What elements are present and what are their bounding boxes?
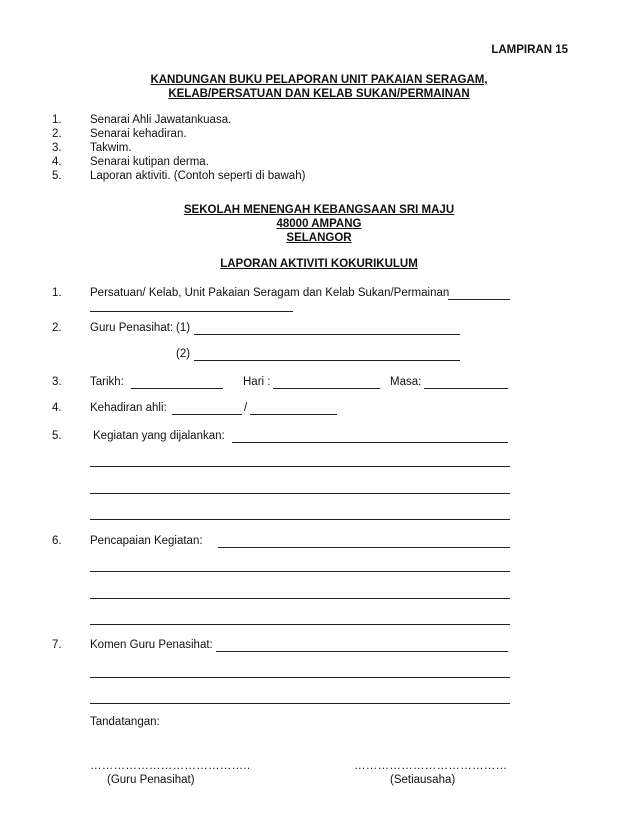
list-item-number: 5.	[52, 170, 62, 182]
q7-blank-line-3[interactable]	[90, 703, 510, 704]
list-item: Laporan aktiviti. (Contoh seperti di bawah)	[90, 170, 306, 182]
list-item-number: 1.	[52, 114, 62, 126]
q4-total-blank-line[interactable]	[250, 414, 337, 415]
q3-date-blank-line[interactable]	[131, 388, 223, 389]
q4-label: Kehadiran ahli:	[90, 402, 167, 414]
q2-first-blank-line[interactable]	[194, 334, 460, 335]
q3-day-label: Hari :	[243, 376, 271, 388]
q6-blank-line[interactable]	[218, 547, 510, 548]
secretary-role: (Setiausaha)	[390, 774, 456, 786]
q3-date-label: Tarikh:	[90, 376, 124, 388]
advisor-signature-dots[interactable]: …………………………………..	[90, 760, 251, 772]
list-item: Senarai Ahli Jawatankuasa.	[90, 114, 232, 126]
signature-label: Tandatangan:	[90, 716, 160, 728]
list-item: Takwim.	[90, 142, 132, 154]
q5-blank-line-3[interactable]	[90, 493, 510, 494]
q5-blank-line[interactable]	[232, 442, 508, 443]
school-state: SELANGOR	[286, 232, 352, 244]
q1-blank-line-2[interactable]	[90, 311, 293, 312]
q1-blank-line[interactable]	[448, 299, 510, 300]
q1-label: Persatuan/ Kelab, Unit Pakaian Seragam dan Kelab Sukan/Permainan	[90, 287, 450, 299]
q6-blank-line-2[interactable]	[90, 571, 510, 572]
list-item: Senarai kutipan derma.	[90, 156, 209, 168]
q5-number: 5.	[52, 430, 62, 442]
list-item-number: 3.	[52, 142, 62, 154]
q2-label: Guru Penasihat:	[90, 322, 174, 334]
q3-time-blank-line[interactable]	[424, 388, 508, 389]
q4-present-blank-line[interactable]	[172, 414, 242, 415]
secretary-signature-dots[interactable]: …………………………………	[354, 760, 508, 772]
q5-blank-line-4[interactable]	[90, 519, 510, 520]
school-name: SEKOLAH MENENGAH KEBANGSAAN SRI MAJU	[183, 204, 455, 216]
q5-blank-line-2[interactable]	[90, 466, 510, 467]
lampiran-label: LAMPIRAN 15	[491, 44, 568, 56]
q7-label: Komen Guru Penasihat:	[90, 639, 213, 651]
q7-number: 7.	[52, 639, 62, 651]
q7-blank-line-2[interactable]	[90, 677, 510, 678]
q6-number: 6.	[52, 535, 62, 547]
advisor-role: (Guru Penasihat)	[107, 774, 195, 786]
q2-first-marker: (1)	[176, 322, 191, 334]
q6-label: Pencapaian Kegiatan:	[90, 535, 203, 547]
q6-blank-line-3[interactable]	[90, 598, 510, 599]
q3-time-label: Masa:	[390, 376, 422, 388]
q3-day-blank-line[interactable]	[273, 388, 380, 389]
q2-second-blank-line[interactable]	[194, 360, 460, 361]
list-item-number: 4.	[52, 156, 62, 168]
list-item-number: 2.	[52, 128, 62, 140]
q4-separator: /	[244, 402, 248, 414]
q4-number: 4.	[52, 402, 62, 414]
heading-line-2: KELAB/PERSATUAN DAN KELAB SUKAN/PERMAINAN	[168, 88, 470, 100]
q7-blank-line[interactable]	[216, 651, 508, 652]
report-title: LAPORAN AKTIVITI KOKURIKULUM	[220, 258, 418, 270]
school-postcode: 48000 AMPANG	[276, 218, 362, 230]
list-item: Senarai kehadiran.	[90, 128, 187, 140]
q5-label: Kegiatan yang dijalankan:	[93, 430, 225, 442]
q2-second-marker: (2)	[176, 348, 191, 360]
q1-number: 1.	[52, 287, 62, 299]
q6-blank-line-4[interactable]	[90, 624, 510, 625]
heading-line-1: KANDUNGAN BUKU PELAPORAN UNIT PAKAIAN SERAGAM,	[150, 74, 488, 86]
q2-number: 2.	[52, 322, 62, 334]
q3-number: 3.	[52, 376, 62, 388]
